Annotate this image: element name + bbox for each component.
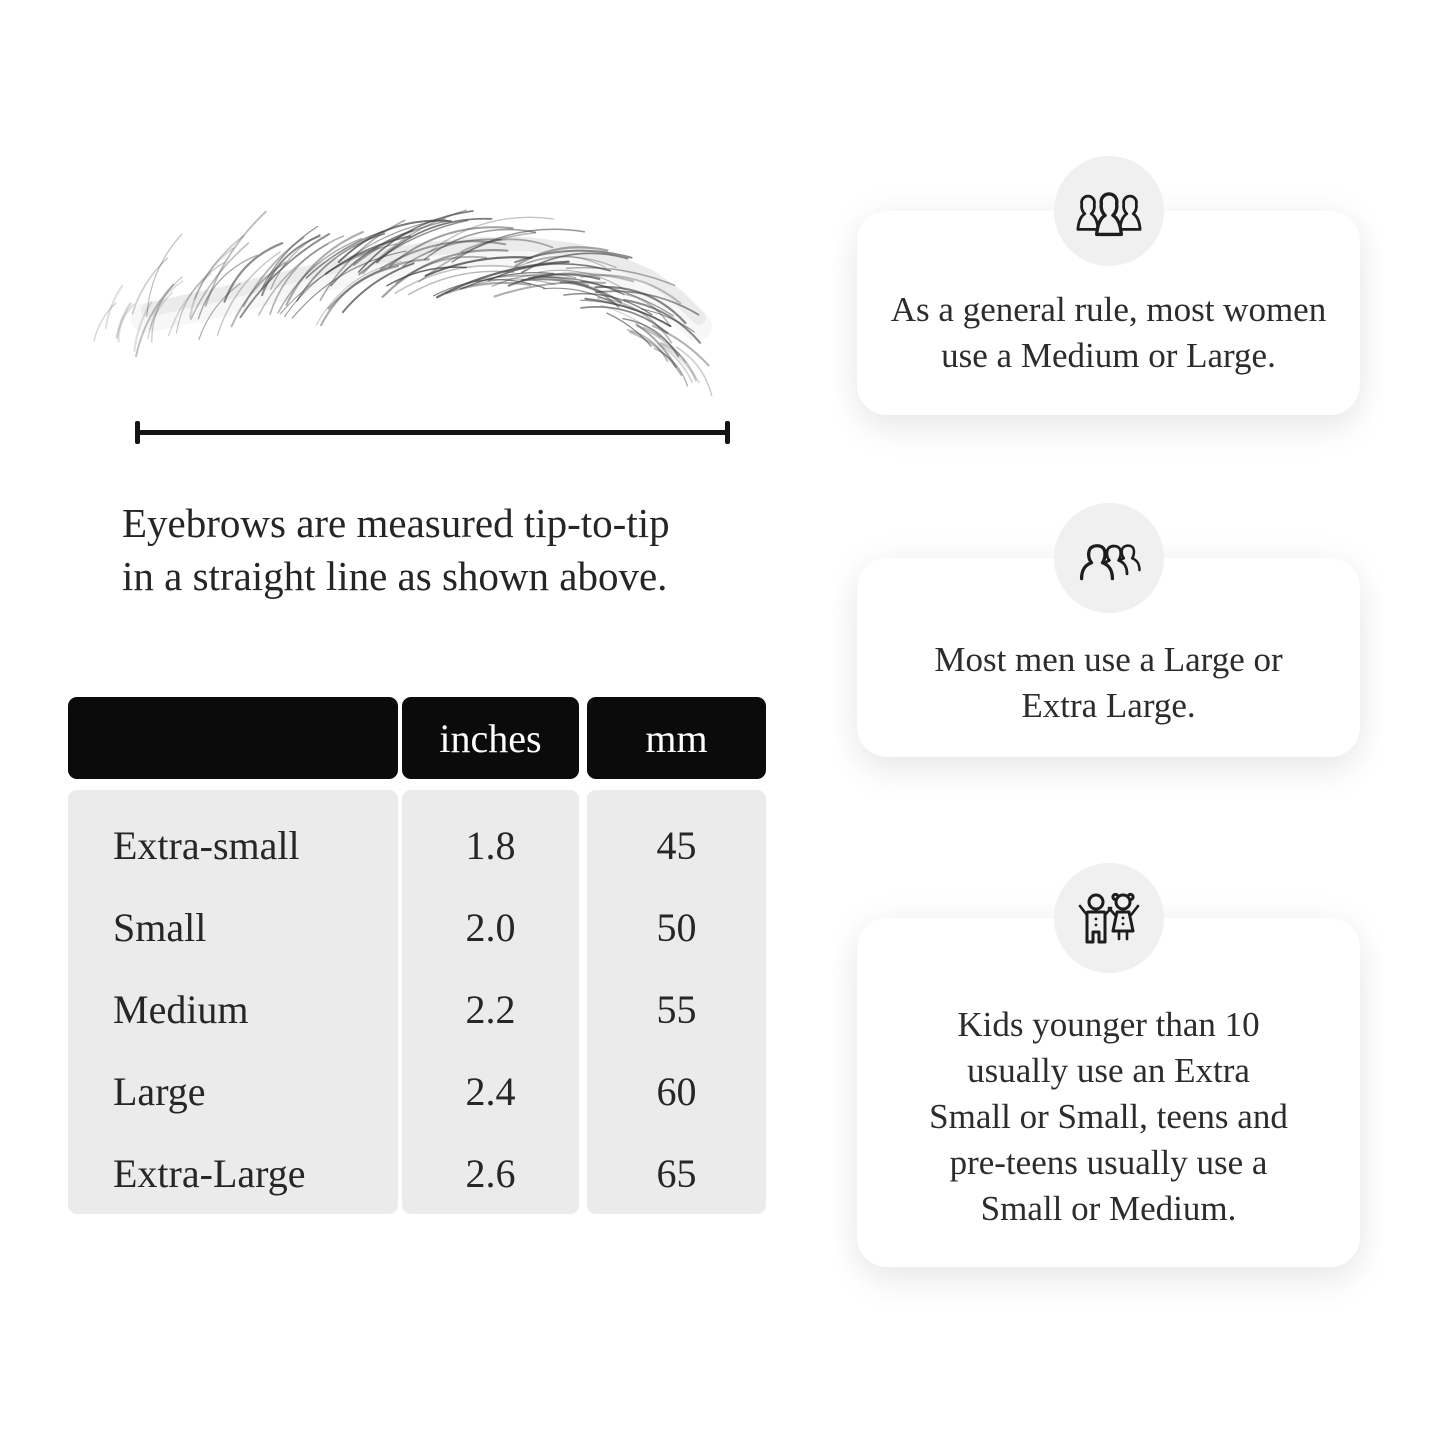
mm-value-cell: 50 (656, 904, 697, 950)
men-group-icon (1071, 530, 1147, 586)
measurement-caption-line2: in a straight line as shown above. (122, 553, 668, 599)
inches-value-cell: 2.6 (465, 1150, 516, 1196)
icon-circle (1054, 156, 1164, 266)
size-table-header-inches: inches (402, 697, 579, 779)
size-label-cell: Medium (113, 986, 249, 1032)
mm-value-cell: 60 (656, 1068, 697, 1114)
size-table-mm-column (587, 790, 766, 1214)
card-text-line: Small or Medium. (980, 1188, 1237, 1228)
measurement-caption-line1: Eyebrows are measured tip-to-tip (122, 500, 670, 546)
info-card-kids (857, 918, 1360, 1267)
measurement-line-right-tick (725, 421, 730, 444)
mm-value-cell: 45 (656, 822, 697, 868)
kids-icon (1073, 887, 1145, 949)
measurement-line-bar (135, 430, 730, 435)
card-text-line: use a Medium or Large. (941, 336, 1276, 375)
size-table-header-mm: mm (587, 697, 766, 779)
card-text-line: Small or Small, teens and (929, 1096, 1288, 1136)
card-text-line: usually use an Extra (967, 1050, 1250, 1090)
eyebrow-illustration (100, 238, 700, 393)
icon-circle (1054, 863, 1164, 973)
mm-value-cell: 55 (656, 986, 697, 1032)
mm-value-cell: 65 (656, 1150, 697, 1196)
size-table-label-column (68, 790, 398, 1214)
card-text-line: Extra Large. (1021, 685, 1196, 725)
women-group-icon (1071, 183, 1147, 239)
card-text-line: Kids younger than 10 (957, 1004, 1260, 1044)
inches-value-cell: 2.0 (465, 904, 516, 950)
inches-value-cell: 2.4 (465, 1068, 516, 1114)
measurement-caption (122, 497, 762, 603)
card-text-line: Most men use a Large or (934, 639, 1283, 679)
measurement-line (135, 421, 730, 444)
info-card-men (857, 558, 1360, 757)
size-table-header-size (68, 697, 398, 779)
size-label-cell: Extra-Large (113, 1150, 306, 1196)
size-table-inches-column (402, 790, 579, 1214)
size-label-cell: Small (113, 904, 207, 950)
card-text-line: As a general rule, most women (890, 290, 1327, 329)
size-label-cell: Large (113, 1068, 206, 1114)
inches-value-cell: 2.2 (465, 986, 516, 1032)
card-text-line: pre-teens usually use a (949, 1142, 1268, 1182)
icon-circle (1054, 503, 1164, 613)
inches-value-cell: 1.8 (465, 822, 516, 868)
info-card-women (857, 211, 1360, 415)
size-label-cell: Extra-small (113, 822, 300, 868)
